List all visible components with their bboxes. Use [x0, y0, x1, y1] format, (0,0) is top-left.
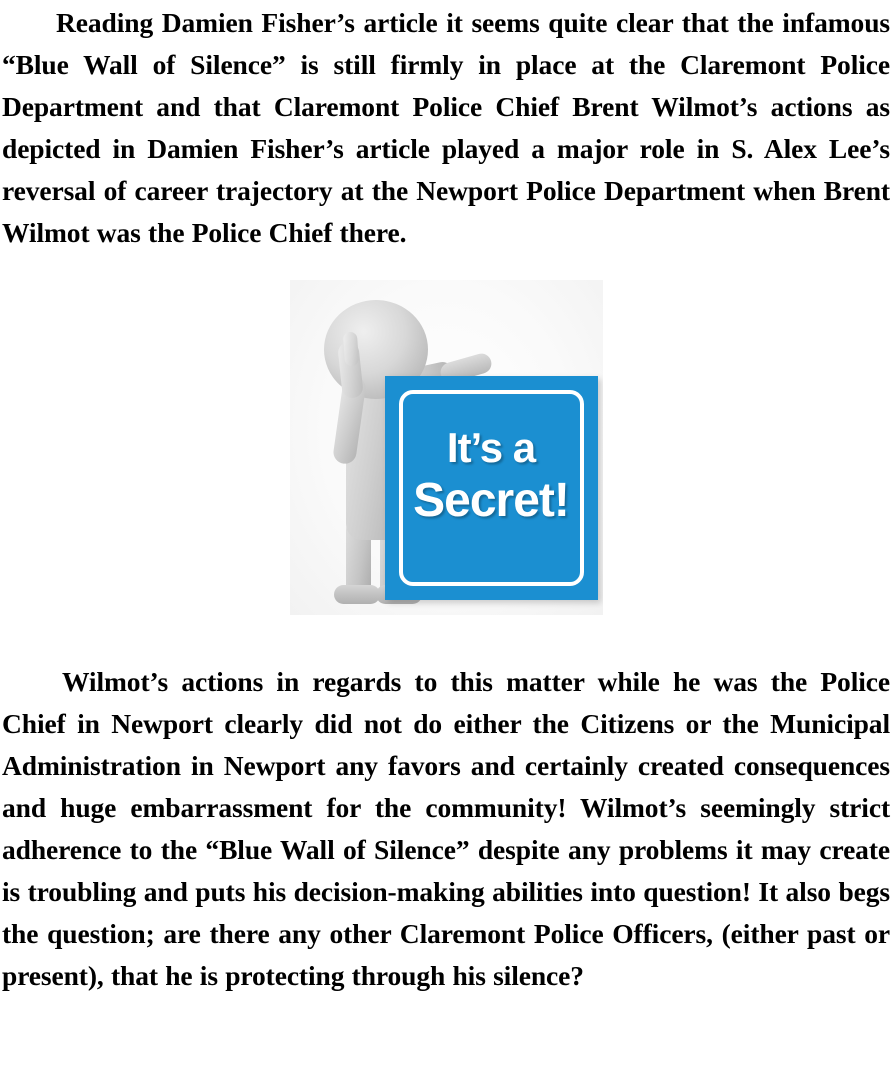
figure-left-foot	[334, 585, 380, 604]
paragraph-one: Reading Damien Fisher’s article it seems quite clear that the infamous “Blue Wall of Silence” is still firmly in place at the Claremont Police Department and that Claremont Police Chief Brent Wilmot’s actions as depicted in Damien Fisher’s article played a major role in S. Alex Lee’s reversal of career trajectory at the Newport Police Department when Brent Wilmot was the Police Chief there.	[2, 7, 890, 248]
figure-caption-spacer	[2, 615, 890, 661]
secret-sign-line-two: Secret!	[413, 474, 569, 528]
figure-block	[2, 280, 890, 615]
secret-sign	[385, 376, 598, 600]
secret-sign-text	[385, 426, 598, 526]
paragraph-two: Wilmot’s actions in regards to this matter while he was the Police Chief in Newport clearly did not do either the Citizens or the Municipal Administration in Newport any favors and certainly created consequences and huge embarrassment for the community! Wilmot’s seemingly strict adherence to the “Blue Wall of Silence” despite any problems it may create is troubling and puts his decision-making abilities into question! It also begs the question; are there any other Claremont Police Officers, (either past or present), that he is protecting through his silence?	[2, 666, 890, 991]
its-a-secret-illustration	[290, 280, 603, 615]
figure-shush-finger	[342, 332, 358, 367]
secret-sign-line-one: It’s a	[446, 424, 536, 471]
